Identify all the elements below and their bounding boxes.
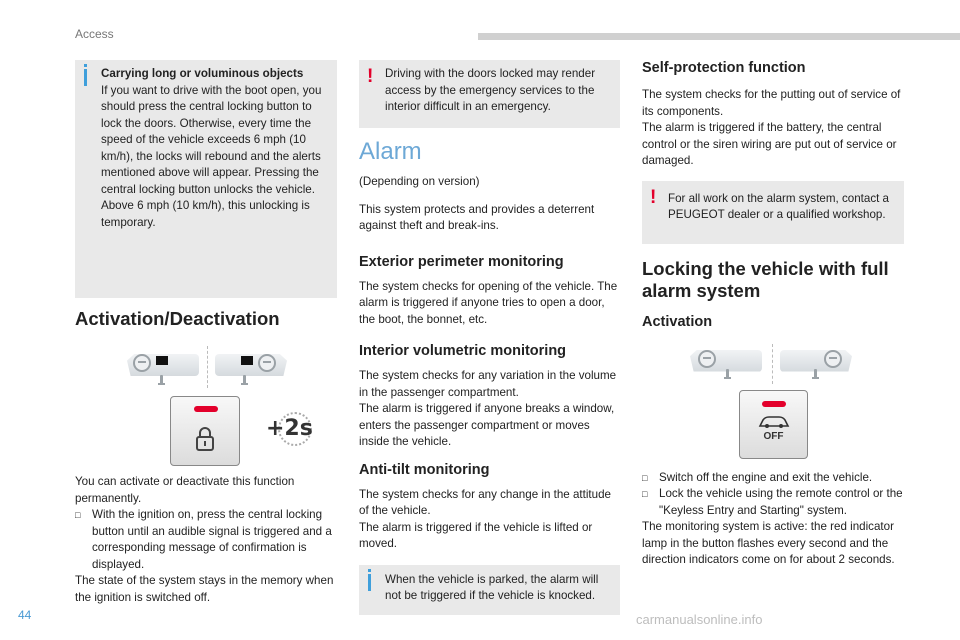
ignition-icon: [814, 369, 817, 378]
activation-intro: You can activate or deactivate this function permanently.: [75, 475, 295, 505]
indicator-lamp: [762, 401, 786, 407]
divider: [772, 344, 773, 384]
car-alarm-icon: [758, 415, 790, 429]
interior-text: The system checks for any variation in the volume in the passenger compartment. The alarm is triggered if anyone breaks a window, enters the passenger compartment or moves inside the vehicle.: [359, 369, 617, 448]
tip-box: [75, 60, 337, 298]
tip-text: If you want to drive with the boot open, you should press the central locking button to lock the doors. Otherwise, every time the speed of the vehicle exceeds 6 mph (10 km/h), the locks will rebound and the alerts mentioned above will appear. Pressing the central locking button unlocks the vehicle.: [101, 83, 322, 196]
section-title: Access: [75, 27, 114, 41]
alarm-off-button: [739, 390, 808, 459]
central-locking-figure: [75, 340, 337, 466]
antitilt-heading: Anti-tilt monitoring: [359, 461, 490, 478]
steering-wheel-icon: [258, 354, 276, 372]
self-protection-text: The system checks for the putting out of service of its components. The alarm is triggered if the battery, the central control or the siren wiring are put out of service or damaged.: [642, 88, 901, 167]
display-block: [241, 356, 253, 365]
info-icon: [84, 69, 87, 86]
ignition-icon: [243, 375, 246, 384]
active-text: The monitoring system is active: the red indicator lamp in the button flashes every second and the direction indicators come on for about 2 seconds.: [642, 520, 895, 566]
antitilt-text: The system checks for any change in the attitude of the vehicle. The alarm is triggered if the vehicle is lifted or moved.: [359, 487, 611, 550]
exterior-heading: Exterior perimeter monitoring: [359, 253, 564, 270]
checkbox-icon: □: [75, 510, 81, 520]
column-middle: [359, 60, 620, 615]
activation-outro: The state of the system stays in the memory when the ignition is switched off.: [75, 574, 334, 604]
two-seconds-badge: +2s: [266, 416, 313, 441]
activation-deactivation-heading: Activation/Deactivation: [75, 308, 280, 329]
column-right: [642, 60, 904, 569]
alarm-intro: This system protects and provides a deterrent against theft and break-ins.: [359, 202, 595, 232]
interior-heading: Interior volumetric monitoring: [359, 343, 567, 359]
padlock-icon: [195, 427, 215, 451]
display-block: [156, 356, 168, 365]
tip-text-2: Above 6 mph (10 km/h), this unlocking is temporary.: [101, 199, 310, 229]
page-number: 44: [18, 608, 32, 622]
activation-steps: [642, 470, 904, 569]
tip-title: Carrying long or voluminous objects: [101, 67, 304, 80]
checkbox-icon: □: [642, 472, 648, 483]
steering-wheel-icon: [698, 350, 716, 368]
alarm-title: Alarm: [359, 138, 422, 165]
warning-box: [359, 60, 620, 128]
self-protection-heading: Self-protection function: [642, 60, 806, 76]
locking-full-alarm-heading: Locking the vehicle with full alarm system: [642, 257, 889, 301]
exterior-text: The system checks for opening of the vehicle. The alarm is triggered if anyone tries to open a door, the boot, the bonnet, etc.: [359, 279, 618, 326]
activation-text: [75, 474, 337, 606]
steering-wheel-icon: [824, 350, 842, 368]
info-icon: [368, 574, 371, 591]
central-locking-button: [170, 396, 240, 466]
step-bullet: □ Switch off the engine and exit the vehicle.: [642, 470, 904, 487]
ignition-icon: [160, 375, 163, 384]
info-text: When the vehicle is parked, the alarm will not be triggered if the vehicle is knocked.: [385, 572, 599, 602]
warning-text: Driving with the doors locked may render access by the emergency services to the interior difficult in an emergency.: [385, 67, 596, 113]
checkbox-icon: □: [642, 489, 648, 499]
ignition-icon: [726, 369, 729, 378]
alarm-depending: (Depending on version): [359, 175, 480, 188]
column-left: [75, 60, 337, 606]
activation-bullet: □ With the ignition on, press the central locking button until an audible signal is triggered and a corresponding message of confirmation is displayed.: [75, 508, 332, 571]
step-bullet: □ Lock the vehicle using the remote control or the "Keyless Entry and Starting" system.: [642, 487, 903, 517]
alarm-activation-figure: [642, 344, 904, 470]
steering-wheel-icon: [133, 354, 151, 372]
warning-icon: !: [650, 186, 657, 208]
info-box: [359, 565, 620, 615]
divider: [207, 346, 208, 388]
off-label: OFF: [763, 430, 784, 442]
warning-text: For all work on the alarm system, contact a PEUGEOT dealer or a qualified workshop.: [668, 191, 890, 221]
activation-heading: Activation: [642, 313, 713, 330]
header-rule: [478, 33, 960, 40]
watermark: carmanualsonline.info: [636, 612, 763, 627]
indicator-lamp: [194, 406, 218, 412]
warning-icon: !: [367, 66, 374, 87]
warning-box: [642, 181, 904, 244]
